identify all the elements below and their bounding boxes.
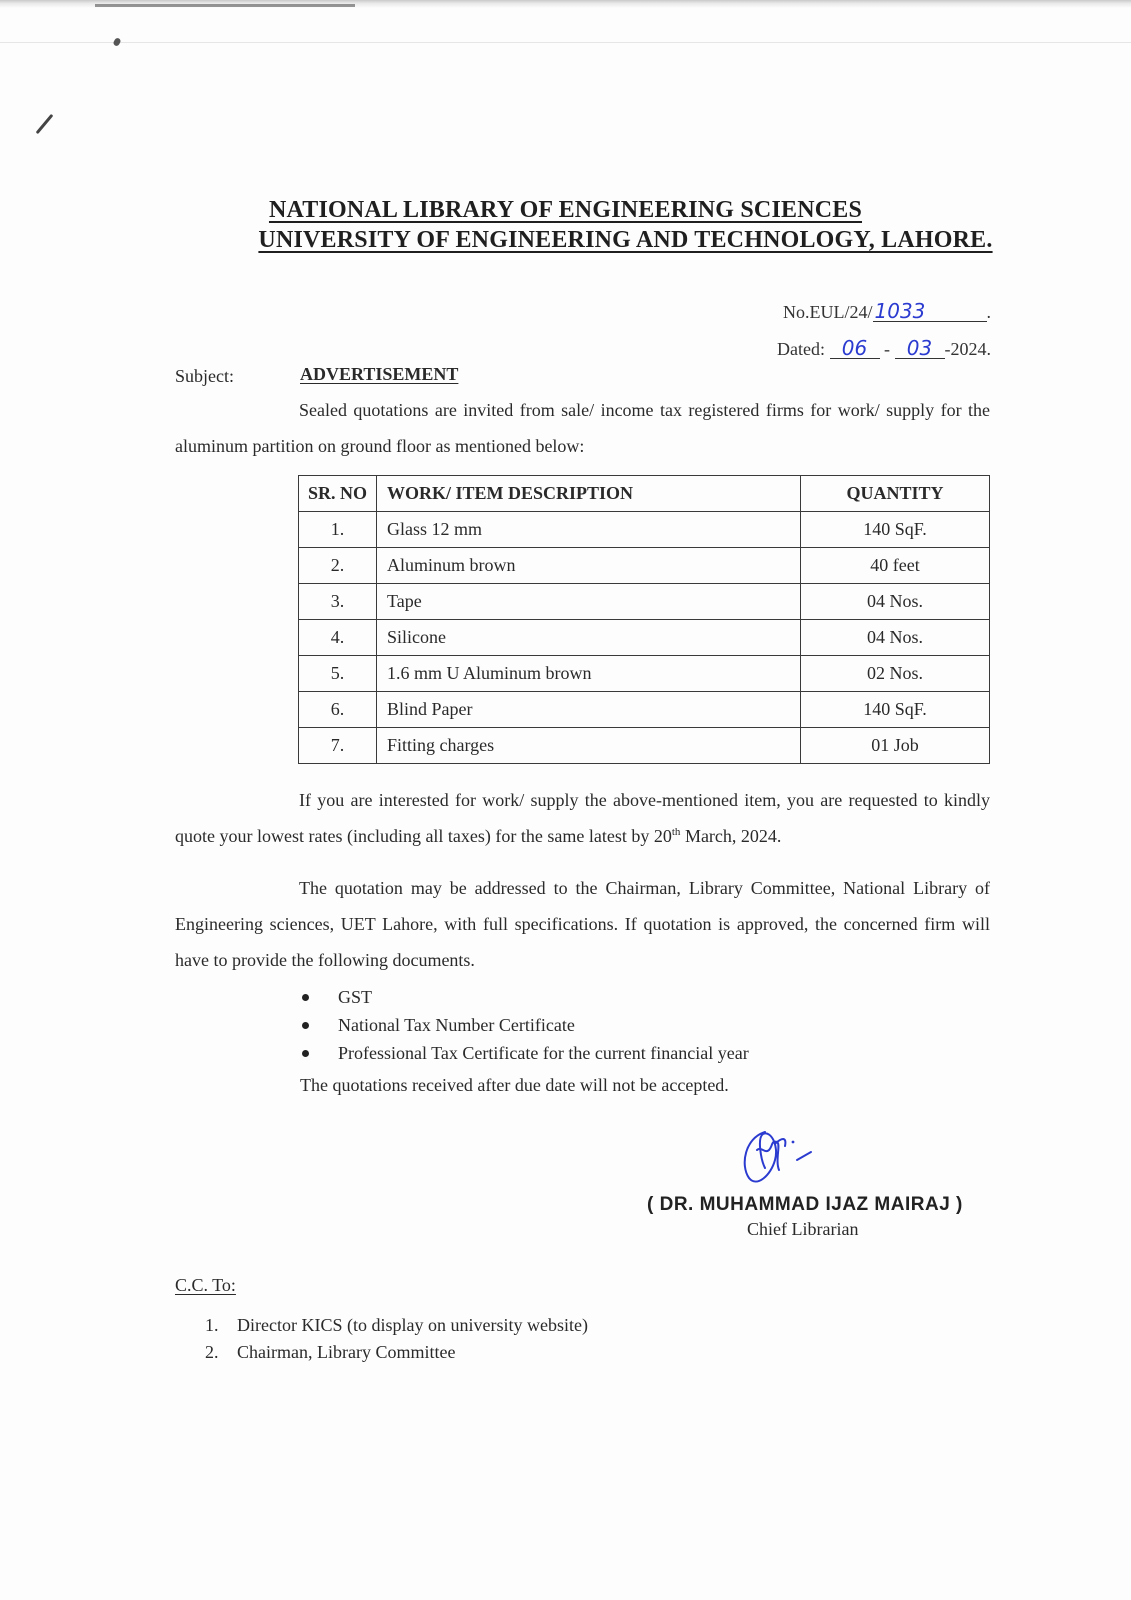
date-year: -2024.	[944, 339, 991, 359]
date-separator: -	[884, 339, 890, 359]
cell-sr: 5.	[299, 656, 377, 692]
signature-icon	[735, 1120, 830, 1190]
cell-item: Silicone	[377, 620, 801, 656]
reference-date	[777, 338, 991, 360]
subject-label: Subject:	[175, 366, 234, 386]
cell-qty: 140 SqF.	[801, 692, 990, 728]
list-item	[300, 1039, 749, 1067]
list-item	[300, 1011, 749, 1039]
list-item	[205, 1312, 588, 1339]
request-superscript: th	[671, 826, 681, 838]
cc-number: 1.	[205, 1315, 219, 1335]
request-text-end: March, 2024.	[680, 826, 782, 846]
signatory-name: ( DR. MUHAMMAD IJAZ MAIRAJ )	[647, 1194, 963, 1215]
list-item	[300, 983, 749, 1011]
cc-recipient: Chairman, Library Committee	[237, 1342, 456, 1362]
cell-item: Blind Paper	[377, 692, 801, 728]
cell-sr: 3.	[299, 584, 377, 620]
header-sr-no: SR. NO	[299, 476, 377, 512]
cell-item: Fitting charges	[377, 728, 801, 764]
header-university-name: UNIVERSITY OF ENGINEERING AND TECHNOLOGY, LAHORE.	[258, 227, 993, 253]
reference-number-prefix: No.EUL/24/	[783, 302, 873, 322]
reference-number-suffix: .	[986, 302, 991, 322]
signatory-designation: Chief Librarian	[747, 1219, 859, 1239]
cc-number: 2.	[205, 1342, 219, 1362]
request-text: If you are interested for work/ supply the above-mentioned item, you are requested to kindly quote your lowest rates (including all taxes) for the same latest by 20	[175, 790, 990, 846]
bullet-icon	[302, 1050, 309, 1057]
table-row	[299, 548, 990, 584]
table-row	[299, 584, 990, 620]
cell-qty: 04 Nos.	[801, 620, 990, 656]
cell-sr: 6.	[299, 692, 377, 728]
cell-item: 1.6 mm U Aluminum brown	[377, 656, 801, 692]
items-table	[298, 475, 990, 764]
cell-sr: 4.	[299, 620, 377, 656]
header-quantity: QUANTITY	[801, 476, 990, 512]
cc-label: C.C. To:	[175, 1275, 236, 1295]
scan-speck	[112, 37, 121, 47]
cell-qty: 04 Nos.	[801, 584, 990, 620]
dated-label: Dated:	[777, 339, 825, 359]
table-row	[299, 692, 990, 728]
document-name: Professional Tax Certificate for the current financial year	[338, 1043, 749, 1063]
scan-artifact-faint-line	[0, 42, 1131, 43]
document-name: National Tax Number Certificate	[338, 1015, 575, 1035]
cell-sr: 2.	[299, 548, 377, 584]
bullet-icon	[302, 1022, 309, 1029]
cell-item: Aluminum brown	[377, 548, 801, 584]
intro-text: Sealed quotations are invited from sale/ income tax registered firms for work/ supply for the aluminum partition on ground floor as mentioned below:	[175, 400, 990, 456]
document-name: GST	[338, 987, 373, 1007]
cell-qty: 01 Job	[801, 728, 990, 764]
required-documents-list	[300, 983, 749, 1067]
table-row	[299, 656, 990, 692]
cell-sr: 1.	[299, 512, 377, 548]
request-paragraph	[175, 782, 990, 854]
cell-item: Glass 12 mm	[377, 512, 801, 548]
reference-number	[783, 301, 991, 323]
intro-paragraph	[175, 392, 990, 464]
address-text: The quotation may be addressed to the Chairman, Library Committee, National Library of Engineering sciences, UET Lahore, with full specifications. If quotation is approved, the concerned firm will have to provide the following documents.	[175, 878, 990, 970]
cell-item: Tape	[377, 584, 801, 620]
scan-pen-mark	[36, 114, 54, 134]
header-library-name: NATIONAL LIBRARY OF ENGINEERING SCIENCES	[268, 197, 863, 223]
scan-artifact-line	[95, 4, 355, 7]
table-row	[299, 620, 990, 656]
cc-recipient: Director KICS (to display on university website)	[237, 1315, 588, 1335]
bullet-icon	[302, 994, 309, 1001]
cell-sr: 7.	[299, 728, 377, 764]
cell-qty: 02 Nos.	[801, 656, 990, 692]
list-item	[205, 1339, 588, 1366]
closing-note: The quotations received after due date will not be accepted.	[300, 1075, 729, 1095]
table-row	[299, 728, 990, 764]
table-row	[299, 512, 990, 548]
cell-qty: 40 feet	[801, 548, 990, 584]
cell-qty: 140 SqF.	[801, 512, 990, 548]
header-description: WORK/ ITEM DESCRIPTION	[377, 476, 801, 512]
address-paragraph	[175, 870, 990, 978]
table-header-row	[299, 476, 990, 512]
subject-value: ADVERTISEMENT	[300, 364, 459, 384]
handwritten-day: 06	[830, 338, 880, 359]
handwritten-month: 03	[895, 338, 945, 359]
cc-list	[205, 1312, 588, 1366]
handwritten-reference-number: 1033	[873, 301, 987, 322]
